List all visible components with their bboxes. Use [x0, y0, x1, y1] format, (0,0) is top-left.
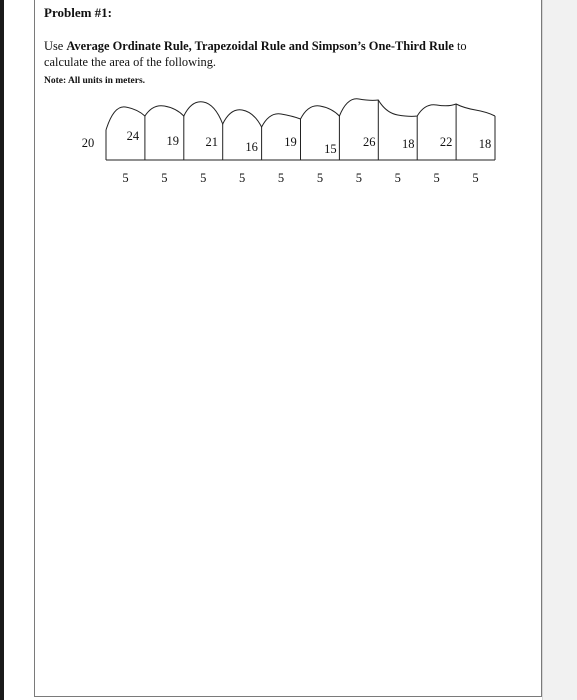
problem-title: Problem #1: — [44, 5, 112, 20]
interval-label: 5 — [316, 171, 324, 185]
units-note: Note: All units in meters. — [44, 76, 146, 86]
interval-labels — [122, 171, 478, 185]
ordinate-label: 26 — [363, 135, 376, 149]
viewer-left-edge — [0, 0, 4, 700]
figure-lines — [106, 99, 495, 160]
instruction-prefix: Use — [44, 39, 67, 53]
interval-label: 5 — [472, 171, 479, 185]
interval-label: 5 — [433, 171, 440, 185]
viewer-right-gutter — [542, 0, 577, 700]
instruction-methods: Average Ordinate Rule, Trapezoidal Rule and Simpson’s One-Third Rule — [66, 39, 454, 53]
ordinate-label: 19 — [284, 135, 297, 149]
instruction-suffix: to calculate the area of the following. — [44, 39, 467, 69]
interval-label: 5 — [277, 171, 285, 185]
interval-label: 5 — [200, 171, 207, 185]
ordinate-label: 21 — [205, 135, 218, 149]
interval-label: 5 — [161, 171, 168, 185]
interval-label: 5 — [394, 171, 401, 185]
ordinate-labels — [82, 129, 492, 156]
ordinate-label: 18 — [478, 137, 492, 151]
ordinate-label: 18 — [401, 137, 415, 151]
ordinate-label: 22 — [439, 135, 453, 149]
ordinate-label: 16 — [245, 140, 258, 154]
ordinate-label: 15 — [324, 142, 337, 156]
ordinate-label: 24 — [126, 129, 140, 143]
interval-label: 5 — [239, 171, 246, 185]
area-figure — [34, 0, 542, 200]
interval-label: 5 — [355, 171, 362, 185]
interval-label: 5 — [122, 171, 129, 185]
ordinate-label: 20 — [81, 136, 95, 150]
ordinate-label: 19 — [166, 134, 180, 148]
